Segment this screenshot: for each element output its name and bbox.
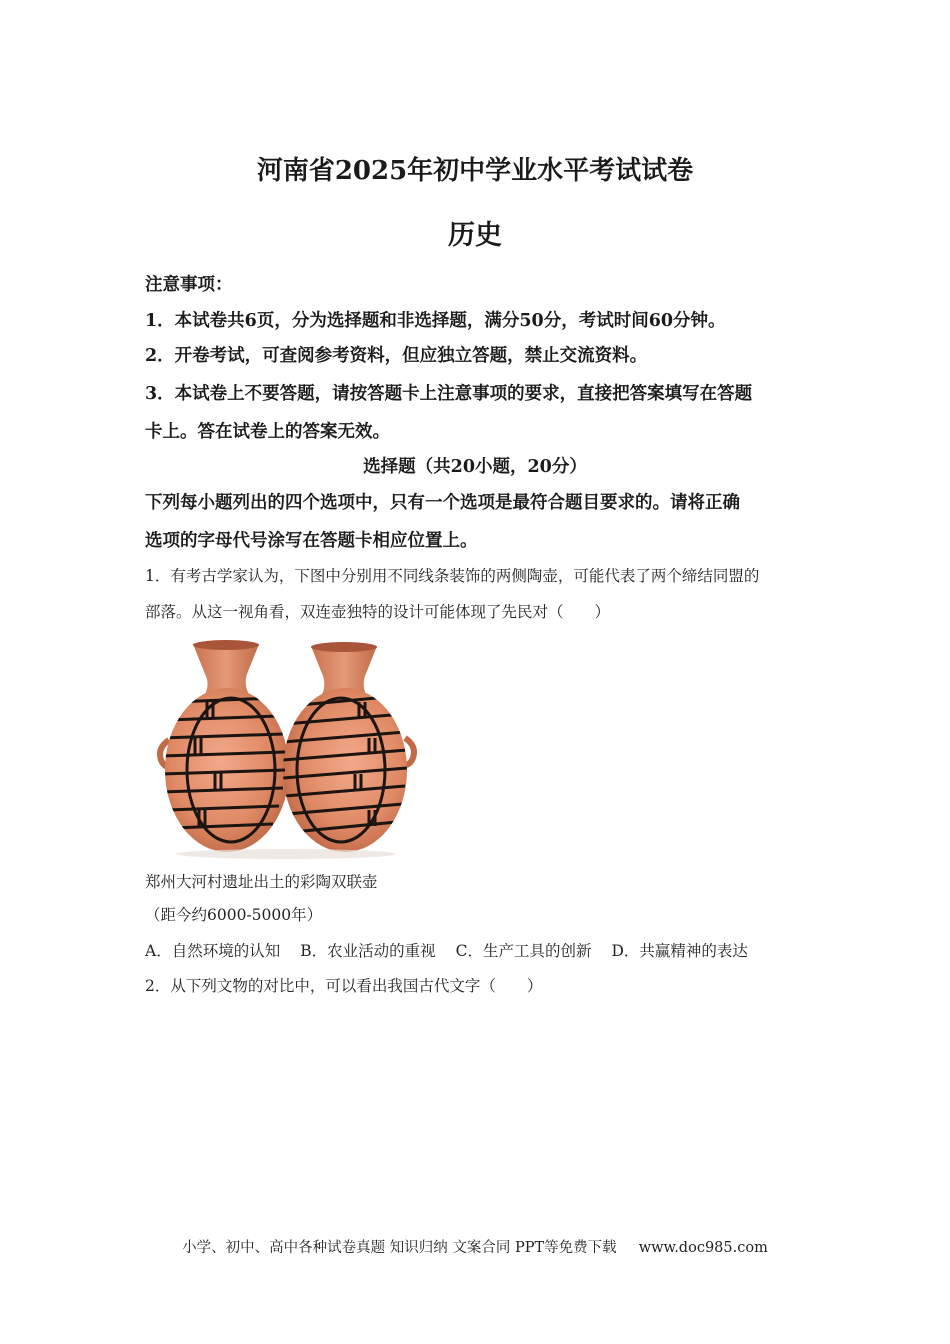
q1-option-c[interactable]: C．生产工具的创新	[455, 942, 592, 960]
exam-subject: 历史	[448, 220, 502, 251]
q2-stem: 2．从下列文物的对比中，可以看出我国古代文字（ ）	[145, 977, 543, 995]
notice-item-1: 1．本试卷共6页，分为选择题和非选择题，满分50分，考试时间60分钟。	[145, 311, 726, 331]
notice-heading: 注意事项：	[145, 275, 233, 295]
q1-option-d[interactable]: D．共赢精神的表达	[611, 942, 748, 960]
section-heading: 选择题（共20小题，20分）	[363, 457, 587, 477]
footer-text: 小学、初中、高中各种试卷真题 知识归纳 文案合同 PPT等免费下载	[182, 1240, 617, 1256]
footer-url[interactable]: www.doc985.com	[638, 1240, 768, 1256]
q1-options	[145, 940, 825, 962]
q1-image-caption: 郑州大河村遗址出土的彩陶双联壶	[145, 873, 378, 891]
q1-stem-line-1: 1．有考古学家认为，下图中分别用不同线条装饰的两侧陶壶，可能代表了两个缔结同盟的	[145, 567, 760, 585]
exam-title: 河南省2025年初中学业水平考试试卷	[256, 156, 694, 186]
q1-image-caption-date: （距今约6000-5000年）	[145, 906, 323, 924]
notice-item-3-line-1: 3．本试卷上不要答题，请按答题卡上注意事项的要求，直接把答案填写在答题	[145, 384, 753, 404]
section-instruction-line-2: 选项的字母代号涂写在答题卡相应位置上。	[145, 531, 478, 551]
notice-item-2: 2．开卷考试，可查阅参考资料，但应独立答题，禁止交流资料。	[145, 346, 648, 366]
double-jar-image	[155, 640, 420, 860]
notice-item-3-line-2: 卡上。答在试卷上的答案无效。	[145, 422, 390, 442]
q1-stem-line-2: 部落。从这一视角看，双连壶独特的设计可能体现了先民对（ ）	[145, 603, 611, 621]
section-instruction-line-1: 下列每小题列出的四个选项中，只有一个选项是最符合题目要求的。请将正确	[145, 493, 740, 513]
q1-option-a[interactable]: A．自然环境的认知	[145, 942, 281, 960]
q1-option-b[interactable]: B．农业活动的重视	[300, 942, 436, 960]
page-footer	[0, 1236, 950, 1257]
